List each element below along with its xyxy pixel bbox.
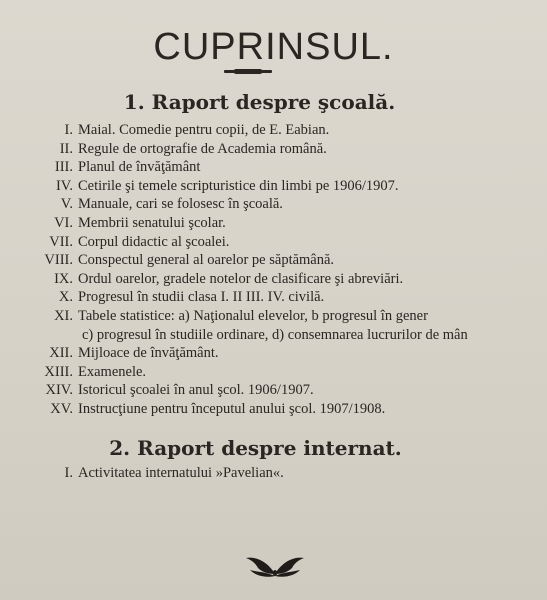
toc-item-continuation: [0, 326, 547, 345]
toc-item-number: I.: [64, 122, 73, 138]
toc-item-number: IV.: [55, 177, 73, 194]
section-heading-school: 1. Raport despre şcoală.: [123, 90, 396, 114]
toc-item-text: Corpul didactic al şcoalei.: [78, 233, 230, 250]
toc-item: [0, 233, 547, 252]
toc-item-number: V.: [60, 196, 73, 213]
toc-item-text: Maial. Comedie pentru copii, de E. Eabian.: [78, 122, 330, 138]
toc-item-number: VI.: [54, 214, 73, 231]
toc-item: [0, 270, 547, 289]
toc-item-text: Istoricul şcoalei în anul şcol. 1906/1907.: [78, 382, 314, 399]
toc-item-text: Ordul oarelor, gradele notelor de clasificare şi abreviări.: [78, 270, 404, 287]
toc-item: [0, 288, 547, 307]
toc-item: [0, 158, 547, 177]
toc-item-number: VII.: [49, 233, 73, 250]
toc-item: [0, 363, 547, 382]
toc-item-number: XI.: [54, 307, 73, 324]
toc-item: [0, 140, 547, 159]
toc-item: [0, 177, 547, 196]
toc-item-number: XIV.: [45, 382, 73, 399]
toc-item-number: II.: [59, 140, 73, 157]
toc-item-number: XIII.: [44, 363, 73, 380]
page-title: CUPRINSUL.: [153, 26, 394, 68]
toc-item: [0, 195, 547, 214]
toc-item-text: Planul de învăţământ: [78, 159, 201, 176]
toc-item-text: Regule de ortografie de Academia română.: [78, 140, 327, 157]
toc-item: [0, 121, 547, 140]
toc-list-boarding: [0, 464, 547, 483]
toc-item-number: XV.: [50, 400, 73, 417]
toc-list-school: [0, 121, 547, 419]
toc-item: [0, 307, 547, 326]
toc-item-number: XII.: [49, 345, 73, 362]
toc-item-text: Membrii senatului şcolar.: [78, 214, 226, 231]
toc-item-text: Activitatea internatului »Pavelian«.: [78, 465, 284, 481]
section-heading-boarding: 2. Raport despre internat.: [109, 436, 402, 460]
toc-item-text: Mijloace de învăţământ.: [78, 345, 219, 362]
toc-item-text: Manuale, cari se folosesc în şcoală.: [78, 196, 283, 213]
toc-item-number: VIII.: [44, 252, 73, 269]
toc-item-number: I.: [64, 465, 73, 481]
toc-item: [0, 251, 547, 270]
toc-item: [0, 400, 547, 419]
toc-item-text: Tabele statistice: a) Naţionalul elevelor, b progresul în gener: [78, 307, 428, 324]
toc-item-text: Examenele.: [78, 363, 147, 380]
leaf-ornament-icon: [244, 552, 306, 580]
toc-item-text: Progresul în studii clasa I. II III. IV. civilă.: [78, 289, 325, 306]
toc-item-text: Cetirile şi temele scripturistice din limbi pe 1906/1907.: [78, 177, 399, 194]
title-divider: [224, 70, 272, 73]
toc-item: [0, 381, 547, 400]
toc-item-number: IX.: [54, 270, 73, 287]
toc-item-text: Conspectul general al oarelor pe săptămână.: [78, 252, 335, 269]
toc-item-text: Instrucţiune pentru începutul anului şcol. 1907/1908.: [78, 400, 386, 417]
toc-item-text-continuation: c) progresul în studiile ordinare, d) consemnarea lucrurilor de mân: [82, 326, 468, 343]
toc-item-number: X.: [58, 289, 73, 306]
toc-item: [0, 464, 547, 483]
toc-item: [0, 344, 547, 363]
toc-item: [0, 214, 547, 233]
toc-item-number: III.: [54, 159, 73, 176]
